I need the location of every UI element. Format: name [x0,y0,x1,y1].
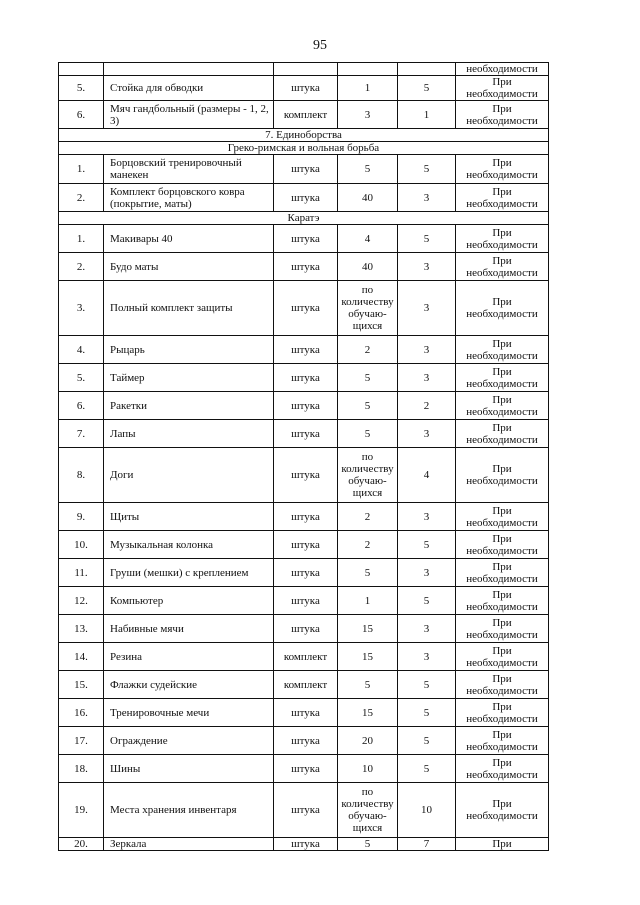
item-quantity: 1 [338,76,398,101]
item-name: Компьютер [104,587,274,615]
row-number: 11. [59,559,104,587]
item-unit: штука [274,420,338,448]
item-note: При необходимости [456,420,549,448]
item-quantity: 15 [338,615,398,643]
item-unit: штука [274,184,338,212]
item-name: Флажки судейские [104,671,274,699]
row-number: 2. [59,184,104,212]
item-service-life: 3 [398,420,456,448]
item-service-life: 3 [398,253,456,281]
table-row [59,225,549,253]
item-service-life: 5 [398,225,456,253]
item-unit: штука [274,755,338,783]
item-note: При необходимости [456,76,549,101]
item-note: При необходимости [456,336,549,364]
row-number: 1. [59,155,104,184]
item-name: Тренировочные мечи [104,699,274,727]
item-name: Резина [104,643,274,671]
item-note: При необходимости [456,364,549,392]
item-name: Груши (мешки) с креплением [104,559,274,587]
item-note: При необходимости [456,559,549,587]
item-note: При необходимости [456,253,549,281]
item-name: Рыцарь [104,336,274,364]
row-number: 14. [59,643,104,671]
item-unit: штука [274,699,338,727]
table-row [59,392,549,420]
item-service-life: 5 [398,699,456,727]
item-service-life: 3 [398,364,456,392]
table-row [59,531,549,559]
item-name: Набивные мячи [104,615,274,643]
item-service-life: 2 [398,392,456,420]
item-quantity: 40 [338,253,398,281]
table-row [59,448,549,503]
item-name: Макивары 40 [104,225,274,253]
row-number: 4. [59,336,104,364]
item-quantity: 5 [338,420,398,448]
table-row [59,503,549,531]
row-number: 6. [59,392,104,420]
table-row [59,364,549,392]
item-name: Щиты [104,503,274,531]
section-title: Греко-римская и вольная борьба [59,142,549,155]
item-unit: штука [274,503,338,531]
row-number: 6. [59,101,104,129]
row-number: 19. [59,783,104,838]
section-row [59,142,549,155]
item-note: При необходимости [456,225,549,253]
item-note: При необходимости [456,531,549,559]
item-unit: комплект [274,101,338,129]
table-row [59,838,549,851]
item-name: Борцовский тренировочный манекен [104,155,274,184]
item-quantity [338,63,398,76]
item-name [104,63,274,76]
row-number: 12. [59,587,104,615]
table-row [59,615,549,643]
item-service-life: 1 [398,101,456,129]
table-row [59,671,549,699]
table-row [59,587,549,615]
item-note: При необходимости [456,392,549,420]
item-unit: штука [274,336,338,364]
item-name: Лапы [104,420,274,448]
item-quantity: 4 [338,225,398,253]
item-unit: штука [274,364,338,392]
item-name: Шины [104,755,274,783]
item-quantity: 40 [338,184,398,212]
item-unit: штука [274,392,338,420]
table-row [59,253,549,281]
item-unit: штука [274,838,338,851]
row-number: 16. [59,699,104,727]
item-name: Полный комплект защиты [104,281,274,336]
item-note: При [456,838,549,851]
table-row [59,336,549,364]
row-number: 8. [59,448,104,503]
item-note: При необходимости [456,727,549,755]
item-quantity: по количеству обучаю-щихся [338,448,398,503]
item-unit: комплект [274,671,338,699]
row-number [59,63,104,76]
item-note: При необходимости [456,671,549,699]
table-row [59,281,549,336]
item-unit: штука [274,225,338,253]
row-number: 18. [59,755,104,783]
item-service-life: 5 [398,587,456,615]
item-service-life: 7 [398,838,456,851]
item-unit [274,63,338,76]
row-number: 17. [59,727,104,755]
page-number: 95 [313,38,327,53]
item-quantity: 15 [338,699,398,727]
item-service-life: 5 [398,155,456,184]
table-row [59,101,549,129]
item-quantity: 20 [338,727,398,755]
item-unit: штука [274,531,338,559]
table-row [59,184,549,212]
item-note: При необходимости [456,101,549,129]
item-service-life: 3 [398,615,456,643]
item-quantity: 5 [338,364,398,392]
item-service-life [398,63,456,76]
item-unit: штука [274,253,338,281]
item-unit: штука [274,448,338,503]
item-quantity: 2 [338,503,398,531]
item-quantity: по количеству обучаю-щихся [338,281,398,336]
item-note: необходимости [456,63,549,76]
table-row [59,63,549,76]
table-row [59,559,549,587]
item-quantity: 5 [338,671,398,699]
item-note: При необходимости [456,155,549,184]
section-row [59,212,549,225]
item-note: При необходимости [456,587,549,615]
equipment-table [58,62,549,851]
item-service-life: 5 [398,755,456,783]
item-service-life: 3 [398,559,456,587]
section-title: 7. Единоборства [59,129,549,142]
item-name: Места хранения инвентаря [104,783,274,838]
item-unit: штука [274,281,338,336]
item-quantity: 5 [338,392,398,420]
table-row [59,699,549,727]
item-quantity: 15 [338,643,398,671]
row-number: 13. [59,615,104,643]
row-number: 20. [59,838,104,851]
row-number: 15. [59,671,104,699]
item-service-life: 3 [398,184,456,212]
item-name: Ограждение [104,727,274,755]
item-name: Мяч гандбольный (размеры - 1, 2, 3) [104,101,274,129]
item-note: При необходимости [456,281,549,336]
item-service-life: 3 [398,503,456,531]
item-unit: штука [274,155,338,184]
row-number: 5. [59,364,104,392]
item-note: При необходимости [456,699,549,727]
row-number: 1. [59,225,104,253]
table-row [59,783,549,838]
item-note: При необходимости [456,184,549,212]
item-quantity: 1 [338,587,398,615]
item-name: Будо маты [104,253,274,281]
item-service-life: 4 [398,448,456,503]
row-number: 5. [59,76,104,101]
item-unit: штука [274,615,338,643]
item-service-life: 3 [398,281,456,336]
row-number: 10. [59,531,104,559]
item-unit: штука [274,783,338,838]
table-row [59,155,549,184]
item-service-life: 5 [398,531,456,559]
table-row [59,643,549,671]
item-note: При необходимости [456,503,549,531]
item-unit: комплект [274,643,338,671]
item-quantity: 5 [338,559,398,587]
item-service-life: 5 [398,671,456,699]
item-quantity: 2 [338,336,398,364]
item-service-life: 10 [398,783,456,838]
item-name: Доги [104,448,274,503]
table-row [59,755,549,783]
item-unit: штука [274,727,338,755]
item-name: Таймер [104,364,274,392]
item-note: При необходимости [456,755,549,783]
item-unit: штука [274,76,338,101]
row-number: 3. [59,281,104,336]
table-row [59,727,549,755]
item-quantity: 5 [338,838,398,851]
item-note: При необходимости [456,448,549,503]
item-name: Стойка для обводки [104,76,274,101]
table-row [59,76,549,101]
row-number: 9. [59,503,104,531]
section-title: Каратэ [59,212,549,225]
item-name: Комплект борцовского ковра (покрытие, маты) [104,184,274,212]
item-name: Зеркала [104,838,274,851]
item-service-life: 5 [398,727,456,755]
row-number: 2. [59,253,104,281]
item-quantity: по количеству обучаю-щихся [338,783,398,838]
item-name: Музыкальная колонка [104,531,274,559]
item-quantity: 2 [338,531,398,559]
item-note: При необходимости [456,643,549,671]
item-unit: штука [274,559,338,587]
item-service-life: 5 [398,76,456,101]
item-quantity: 10 [338,755,398,783]
item-quantity: 3 [338,101,398,129]
item-quantity: 5 [338,155,398,184]
item-unit: штука [274,587,338,615]
item-note: При необходимости [456,783,549,838]
item-service-life: 3 [398,336,456,364]
item-service-life: 3 [398,643,456,671]
table-row [59,420,549,448]
section-row [59,129,549,142]
item-note: При необходимости [456,615,549,643]
item-name: Ракетки [104,392,274,420]
row-number: 7. [59,420,104,448]
